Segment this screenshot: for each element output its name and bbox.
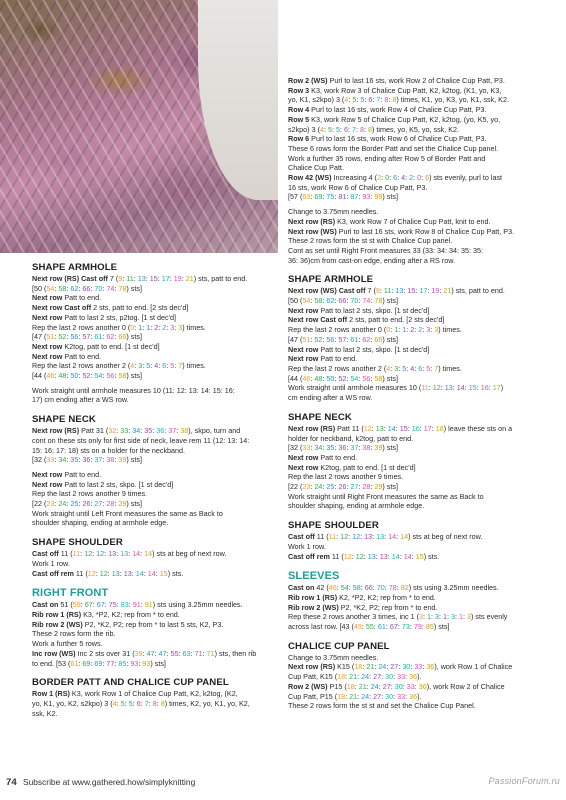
instruction-line: Next row K2tog, patt to end. [1 st dec'd] — [32, 341, 160, 351]
instruction-line: These 2 rows form the rib. — [32, 629, 116, 639]
instruction-line: Change to 3.75mm needles. — [288, 207, 379, 217]
instruction-line: Rep these 2 rows another 3 times, inc 1 (3: 1: 3: 1: 3: 1: 3) sts evenly — [288, 612, 508, 622]
instruction-line: Row 2 (WS) P15 (18: 21: 24: 27: 30: 33: 36), work Row 2 of Chalice — [288, 681, 505, 691]
section-heading: SLEEVES — [288, 570, 340, 583]
instruction-line: Inc row (WS) Inc 2 sts over 31 (39: 47: 47: 55: 63: 71: 71) sts, then rib — [32, 648, 257, 658]
instruction-line: s2kpo) 3 (4: 5: 5: 6: 7: 8: 8) times, yo, K5, yo, ssk, K2. — [288, 124, 460, 134]
instruction-line: Rib row 1 (RS) K2, *P2, K2; rep from * to end. — [288, 592, 436, 602]
instruction-line: Row 4 Purl to last 16 sts, work Row 4 of Chalice Cup Patt, P3. — [288, 105, 487, 115]
instruction-line: Next row (RS) K15 (18: 21: 24: 27: 30: 33: 36), work Row 1 of Chalice — [288, 662, 513, 672]
instruction-line: Rep the last 2 rows another 2 (4: 3: 5: 4: 6: 5: 7) times. — [288, 363, 462, 373]
section-heading: RIGHT FRONT — [32, 587, 109, 600]
instruction-line: Next row Cast off 2 sts, patt to end. [2 sts dec'd] — [288, 315, 445, 325]
instruction-line: Row 3 K3, work Row 3 of Chalice Cup Patt, K2, k2tog, (K1, yo, K3, — [288, 85, 502, 95]
instruction-line: Row 6 Purl to last 16 sts, work Row 6 of Chalice Cup Patt, P3. — [288, 134, 487, 144]
instruction-line: ssk, K2. — [32, 708, 58, 718]
instruction-line: Next row Patt to end. — [288, 452, 358, 462]
instruction-line: Work 1 row. — [32, 558, 70, 568]
knitted-garment-photo — [0, 0, 278, 253]
left-column — [32, 262, 277, 718]
instruction-line: to end. [53 (61: 69: 69: 77: 85: 93: 93) sts] — [32, 658, 166, 668]
instruction-line: holder for neckband, k2tog, patt to end. — [288, 433, 414, 443]
instruction-line: Cast off 11 (11: 12: 12: 13: 13: 14: 14) sts at beg of next row. — [288, 532, 483, 542]
instruction-line: 16 sts, work Row 6 of Chalice Cup Patt, P3. — [288, 182, 428, 192]
instruction-line: Cast on 51 (59: 67: 67: 75: 83: 91: 91) sts using 3.25mm needles. — [32, 600, 243, 610]
instruction-line: [32 (33: 34: 35: 36: 37: 38: 39) sts] — [32, 455, 142, 465]
instruction-line: Work straight until armhole measures 10 (11: 12: 13: 14: 15: 16: — [32, 385, 235, 395]
instruction-line: Cast on 42 (46: 54: 58: 66: 70: 78: 82) sts using 3.25mm needles. — [288, 583, 499, 593]
instruction-line: These 2 rows form the st st with Chalice Cup panel. — [288, 236, 453, 246]
instruction-line: shoulder shaping, ending at armhole edge. — [288, 501, 425, 511]
instruction-line: Next row Patt to last 2 sts, skpo. [1 st dec'd] — [288, 305, 430, 315]
instruction-line: [44 (46: 48: 50: 52: 54: 56: 58) sts] — [32, 371, 142, 381]
instruction-line: Row 2 (WS) Purl to last 16 sts, work Row 2 of Chalice Cup Patt, P3. — [288, 76, 505, 85]
instruction-line: Rep the last 2 rows another 9 times. — [288, 472, 404, 482]
instruction-line: shoulder shaping, ending at armhole edge. — [32, 518, 169, 528]
instruction-line: Work 1 row. — [288, 541, 326, 551]
section-heading: SHAPE ARMHOLE — [288, 274, 374, 286]
instruction-line: Row 42 (WS) Increasing 4 (2: 0: 6: 4: 2: 0: 6) sts evenly, purl to last — [288, 173, 503, 183]
instruction-line: 36: 36)cm from cast-on edge, ending after a RS row. — [288, 255, 455, 265]
instruction-line: Work straight until Right Front measures the same as Back to — [288, 491, 484, 501]
section-heading: CHALICE CUP PANEL — [288, 640, 390, 652]
section-heading: SHAPE ARMHOLE — [32, 262, 118, 273]
section-heading: SHAPE NECK — [288, 411, 352, 423]
instruction-line: [47 (51: 52: 56: 57: 61: 62: 66) sts] — [32, 332, 142, 342]
instruction-line: [22 (23: 24: 25: 26: 27: 28: 29) sts] — [32, 499, 142, 509]
instruction-line: Rep the last 2 rows another 2 (4: 3: 5: 4: 6: 5: 7) times. — [32, 361, 206, 371]
instruction-line: Next row Patt to end. — [32, 351, 102, 361]
instruction-line: Next row K2tog, patt to end. [1 st dec'd] — [288, 462, 416, 472]
instruction-line: Rib row 1 (RS) K3, *P2, K2; rep from * to end. — [32, 609, 180, 619]
instruction-line: Rep the last 2 rows another 0 (0: 1: 1: 2: 2: 3: 3) times. — [288, 325, 462, 335]
instruction-line: Row 1 (RS) K3, work Row 1 of Chalice Cup Patt, K2, k2tog, (K2, — [32, 689, 238, 699]
instruction-line: Work straight until Left Front measures the same as Back to — [32, 508, 223, 518]
page-number: 74 — [6, 777, 17, 788]
instruction-line: Cast off rem 11 (12: 12: 13: 13: 14: 14: 15) sts. — [288, 551, 440, 561]
instruction-line: [50 (54: 58: 62: 66: 70: 74: 78) sts] — [288, 296, 398, 306]
instruction-line: These 6 rows form the Border Patt and set the Chalice Cup panel. — [288, 143, 499, 153]
instruction-line: [44 (46: 48: 50: 52: 54: 56: 58) sts] — [288, 373, 398, 383]
instruction-line: Chalice Cup Patt. — [288, 163, 344, 173]
subscribe-text: Subscribe at www.gathered.how/simplyknitting — [23, 777, 196, 787]
section-heading: SHAPE SHOULDER — [32, 537, 123, 549]
instruction-line: Rep the last 2 rows another 9 times. — [32, 489, 148, 499]
instruction-line: Cont as set until Right Front measures 33 (33: 34: 34: 35: 35: — [288, 245, 483, 255]
instruction-line: [47 (51: 52: 56: 57: 61: 62: 66) sts] — [288, 334, 398, 344]
instruction-line: [22 (23: 24: 25: 26: 27: 28: 29) sts] — [288, 482, 398, 492]
section-heading: SHAPE SHOULDER — [288, 520, 379, 532]
instruction-line: Next row Patt to end. — [32, 293, 102, 303]
instruction-line: Next row (WS) Purl to last 16 sts, work Row 8 of Chalice Cup Patt, P3. — [288, 226, 515, 236]
instruction-line: Cast off rem 11 (12: 12: 13: 13: 14: 14: 15) sts. — [32, 568, 184, 578]
instruction-line: Next row Patt to end. — [32, 469, 102, 479]
instruction-line: Row 5 K3, work Row 5 of Chalice Cup Patt, K2, k2tog, (yo, K5, yo, — [288, 114, 501, 124]
instruction-line: These 2 rows form the st st and set the Chalice Cup Panel. — [288, 701, 476, 711]
instruction-line: yo, K1, s2kpo) 3 (4: 5: 5: 6: 7: 8: 8) times, K1, yo, K3, yo, K1, ssk, K2. — [288, 95, 509, 105]
instruction-line: 15: 16: 17: 18) sts on a holder for the neckband. — [32, 445, 186, 455]
instruction-line: cont on these sts only for first side of neck, leave rem 11 (12: 13: 14: — [32, 435, 250, 445]
instruction-line: Next row (RS) Patt 11 (12: 13: 14: 15: 16: 17: 18) leave these sts on a — [288, 423, 513, 433]
instruction-line: Cup Patt, K15 (18: 21: 24: 27: 30: 33: 36). — [288, 672, 422, 682]
instruction-line: Next row (RS) K3, work Row 7 of Chalice Cup Patt, knit to end. — [288, 216, 491, 226]
instruction-line: Change to 3.75mm needles. — [288, 652, 379, 662]
instruction-line: Next row Patt to last 2 sts, p2tog. [1 st dec'd] — [32, 312, 176, 322]
instruction-line: [32 (33: 34: 35: 36: 37: 38: 39) sts] — [288, 443, 398, 453]
instruction-line: Cast off 11 (11: 12: 12: 13: 13: 14: 14) sts at beg of next row. — [32, 549, 227, 559]
page-footer — [6, 777, 195, 788]
instruction-line: Rib row 2 (WS) P2, *K2, P2; rep from * to end. — [288, 602, 438, 612]
instruction-line: Next row Patt to last 2 sts, skpo. [1 st dec'd] — [288, 344, 430, 354]
instruction-line: Work a further 5 rows. — [32, 639, 103, 649]
section-heading: SHAPE NECK — [32, 414, 96, 426]
instruction-line: Next row Patt to end. — [288, 354, 358, 364]
watermark: PassionForum.ru — [488, 776, 560, 786]
section-heading: BORDER PATT AND CHALICE CUP PANEL — [32, 677, 229, 689]
instruction-line: Next row Patt to last 2 sts, skpo. [1 st dec'd] — [32, 479, 174, 489]
instruction-line: cm ending after a WS row. — [288, 393, 373, 403]
instruction-line: Rep the last 2 rows another 0 (0: 1: 1: 2: 2: 3: 3) times. — [32, 322, 206, 332]
instruction-line: 17) cm ending after a WS row. — [32, 395, 129, 405]
instruction-line: Next row (WS) Cast off 7 (9: 11: 13: 15: 17: 19: 21) sts, patt to end. — [288, 286, 505, 296]
instruction-line: Work straight until armhole measures 10 (11: 12: 13: 14: 15: 16: 17) — [288, 383, 504, 393]
instruction-line: yo, K1, yo, K2, s2kpo) 3 (4: 5: 5: 6: 7: 8: 8) times, K2, yo, K1, yo, K2, — [32, 698, 250, 708]
instruction-line: [57 (63: 69: 75: 81: 87: 93: 99) sts] — [288, 192, 398, 202]
instruction-line: [50 (54: 58: 62: 66: 70: 74: 78) sts] — [32, 283, 142, 293]
instruction-line: Next row (RS) Patt 31 (32: 33: 34: 35: 36: 37: 38), skpo, turn and — [32, 426, 241, 436]
right-column — [288, 76, 536, 711]
instruction-line: Cup Patt, P15 (18: 21: 24: 27: 30: 33: 36). — [288, 691, 422, 701]
instruction-line: Next row (RS) Cast off 7 (9: 11: 13: 15: 17: 19: 21) sts, patt to end. — [32, 274, 248, 283]
instruction-line: Rib row 2 (WS) P2, *K2, P2; rep from * to last 5 sts, K2, P3. — [32, 619, 224, 629]
instruction-line: Next row Cast off 2 sts, patt to end. [2 sts dec'd] — [32, 303, 189, 313]
instruction-line: across last row. [43 (49: 55: 61: 67: 73: 79: 85) sts] — [288, 622, 450, 632]
instruction-line: Work a further 35 rows, ending after Row 5 of Border Patt and — [288, 153, 486, 163]
